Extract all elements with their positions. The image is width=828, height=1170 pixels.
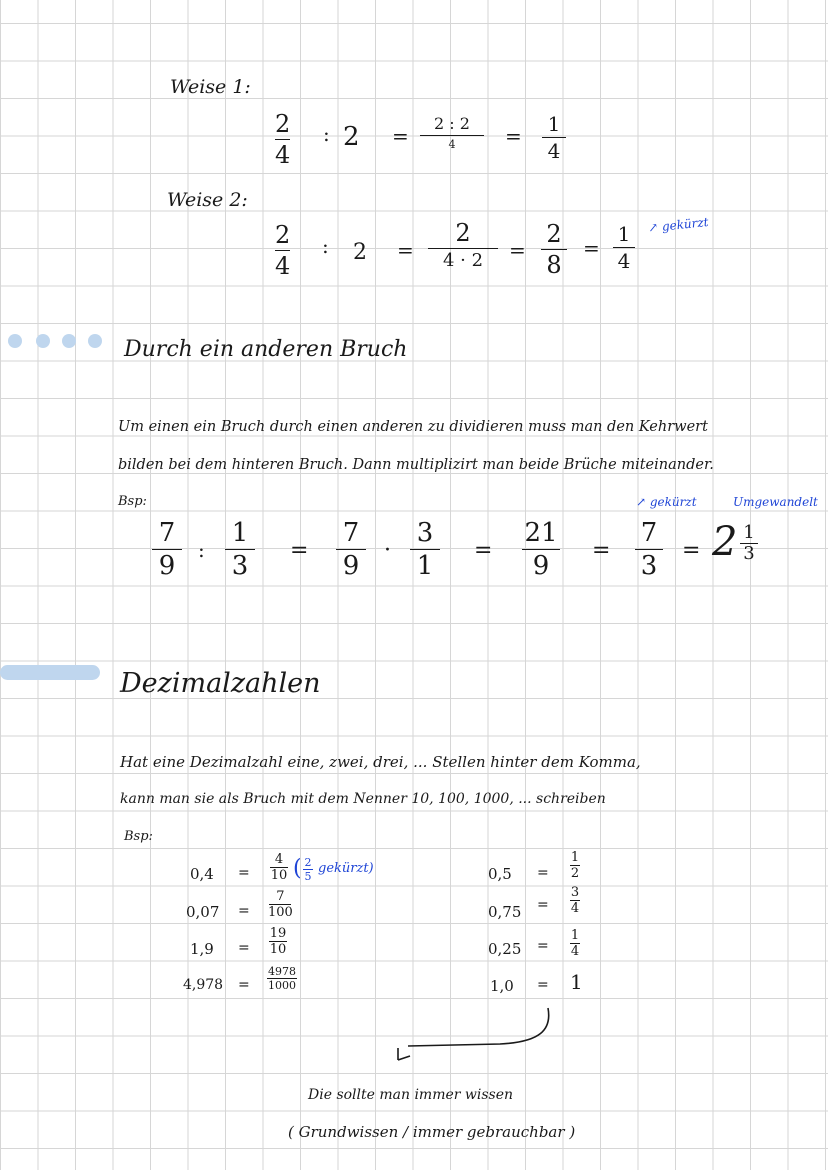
decimal-fraction (269, 927, 287, 956)
denominator: 4 (547, 139, 561, 163)
denominator: 1000 (268, 979, 296, 992)
numerator: 3 (570, 885, 580, 900)
equals-sign: = (238, 977, 250, 993)
decimal-fraction (570, 929, 580, 958)
equals-sign: = (509, 238, 526, 262)
rule-text-line-1: Um einen ein Bruch durch einen anderen zu dividieren muss man den Kehrwert (118, 419, 708, 435)
numerator: 1 (547, 112, 561, 136)
example-fraction-5 (522, 520, 560, 579)
decimal-value: 0,4 (190, 865, 214, 883)
equals-sign: = (682, 538, 701, 563)
curved-arrow-icon (380, 1000, 560, 1070)
numerator: 7 (640, 518, 658, 548)
decimal-fraction (267, 966, 297, 991)
decimal-value: 4,978 (183, 977, 224, 993)
decimal-fraction (268, 890, 293, 919)
decimal-whole-value: 1 (570, 970, 583, 994)
denominator: 4 (570, 944, 580, 959)
bullet-dot (36, 334, 50, 348)
equals-sign: = (392, 124, 409, 148)
denominator: 4 (275, 141, 291, 169)
numerator: 4978 (268, 965, 296, 978)
section-heading-dezimalzahlen: Dezimalzahlen (120, 668, 321, 699)
divisor: 2 (353, 240, 367, 265)
divisor: 2 (343, 122, 360, 152)
denominator: 9 (158, 551, 176, 581)
mixed-number-whole: 2 (712, 519, 738, 565)
equals-sign: = (474, 538, 493, 563)
weise2-fraction-3 (541, 222, 567, 277)
denominator: 4 · 2 (442, 250, 484, 271)
section-heading-bruch: Durch ein anderen Bruch (124, 337, 408, 362)
bullet-dot (8, 334, 22, 348)
weise1-fraction-3 (542, 114, 566, 161)
bsp-label: Bsp: (124, 829, 153, 844)
gekuerzt-note: ↗ gekürzt (636, 495, 697, 509)
gekuerzt-note: ↗ gekürzt (647, 214, 710, 236)
bullet-dot (62, 334, 76, 348)
equals-sign: = (397, 238, 414, 262)
denominator: 5 (304, 870, 312, 883)
denominator: 1 (416, 551, 434, 581)
equals-sign: = (537, 897, 549, 913)
section-marker (0, 665, 100, 680)
numerator: 2 : 2 (434, 114, 470, 133)
equals-sign: = (537, 977, 549, 993)
denominator: 3 (640, 551, 658, 581)
denominator: 4 (617, 249, 631, 273)
weise1-label: Weise 1: (170, 76, 251, 98)
bullet-dot (88, 334, 102, 348)
equals-sign: = (238, 940, 250, 956)
decimal-text-line-1: Hat eine Dezimalzahl eine, zwei, drei, ... Stellen hinter dem Komma, (120, 753, 641, 771)
decimal-value: 0,07 (186, 903, 220, 921)
rule-text-line-2: bilden bei dem hinteren Bruch. Dann multiplizirt man beide Brüche miteinander. (118, 457, 714, 473)
bsp-label: Bsp: (118, 494, 147, 509)
numerator: 1 (617, 222, 631, 246)
example-fraction-6 (635, 520, 663, 579)
divide-sign: : (323, 122, 330, 146)
numerator: 21 (524, 518, 558, 548)
decimal-value: 1,9 (190, 940, 214, 958)
weise2-fraction-1 (275, 223, 290, 278)
equals-sign: = (592, 538, 611, 563)
denominator: 3 (743, 543, 755, 564)
umgewandelt-note: Umgewandelt (733, 495, 818, 509)
denominator: 8 (546, 251, 562, 279)
equals-sign: = (537, 865, 549, 881)
mixed-number-fraction (740, 524, 758, 563)
decimal-fraction (570, 886, 580, 915)
denominator: 2 (570, 866, 580, 881)
denominator: 9 (532, 551, 550, 581)
decimal-value: 0,75 (488, 903, 522, 921)
equals-sign: = (290, 538, 309, 563)
paren-open: ( (293, 856, 302, 881)
equals-sign: = (238, 865, 250, 881)
decimal-fraction (570, 851, 580, 880)
equals-sign: = (583, 236, 600, 260)
decimal-text-line-2: kann man sie als Bruch mit dem Nenner 10, 100, 1000, ... schreiben (120, 791, 606, 807)
numerator: 2 (455, 219, 471, 247)
decimal-value: 0,25 (488, 940, 522, 958)
numerator: 2 (275, 110, 291, 138)
example-fraction-3 (336, 520, 366, 579)
decimal-value: 1,0 (490, 977, 514, 995)
numerator: 1 (231, 518, 249, 548)
weise1-fraction-2 (420, 116, 484, 150)
multiply-sign: · (384, 538, 391, 563)
numerator: 2 (546, 220, 562, 248)
numerator: 2 (275, 221, 291, 249)
numerator: 19 (269, 926, 287, 941)
example-fraction-2 (225, 520, 255, 579)
weise2-label: Weise 2: (167, 189, 248, 211)
denominator: 10 (269, 942, 287, 957)
example-fraction-4 (410, 520, 440, 579)
denominator: 9 (342, 551, 360, 581)
remember-subtext: ( Grundwissen / immer gebrauchbar ) (288, 1123, 576, 1141)
divide-sign: : (322, 234, 329, 258)
numerator: 1 (743, 522, 755, 543)
numerator: 7 (158, 518, 176, 548)
paren-fraction (303, 857, 313, 882)
weise2-fraction-4 (613, 224, 635, 271)
decimal-value: 0,5 (488, 865, 512, 883)
paren-note: gekürzt) (318, 861, 374, 876)
example-fraction-1 (152, 520, 182, 579)
decimal-fraction (270, 853, 288, 882)
divide-sign: : (198, 538, 205, 562)
numerator: 7 (342, 518, 360, 548)
numerator: 1 (570, 928, 580, 943)
weise1-fraction-1 (275, 112, 290, 167)
equals-sign: = (238, 903, 250, 919)
numerator: 4 (274, 852, 284, 867)
denominator: 3 (231, 551, 249, 581)
denominator: 100 (268, 905, 293, 920)
denominator: 4 (275, 252, 291, 280)
equals-sign: = (537, 938, 549, 954)
denominator: 10 (270, 868, 288, 883)
denominator: 4 (570, 901, 580, 916)
numerator: 3 (416, 518, 434, 548)
numerator: 1 (570, 850, 580, 865)
numerator: 7 (276, 889, 285, 904)
remember-text: Die sollte man immer wissen (308, 1087, 514, 1103)
numerator: 2 (304, 856, 312, 869)
denominator: 4 (448, 138, 456, 151)
equals-sign: = (505, 124, 522, 148)
weise2-fraction-2 (428, 221, 498, 270)
